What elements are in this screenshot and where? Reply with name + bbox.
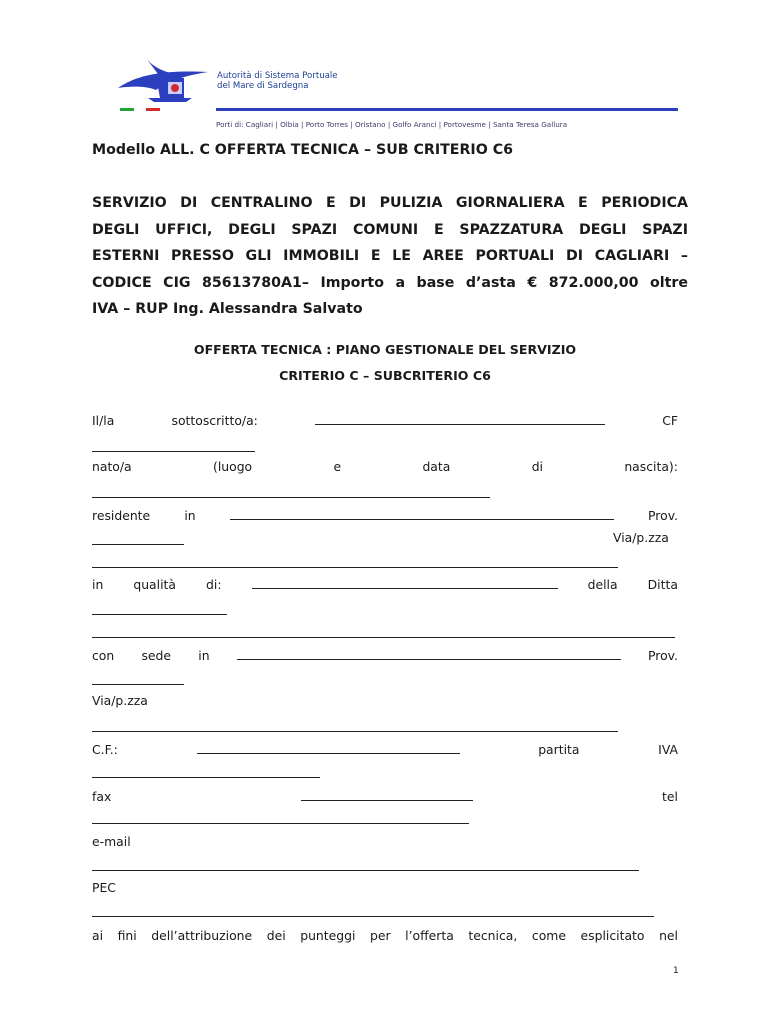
- residence-prov-field[interactable]: [92, 544, 184, 545]
- cf-field[interactable]: [92, 451, 255, 452]
- name-field[interactable]: [315, 412, 605, 425]
- label-cf: CF: [662, 413, 678, 428]
- fax-field[interactable]: [301, 788, 473, 801]
- company-field-long[interactable]: [92, 637, 675, 638]
- document-title: Modello ALL. C OFFERTA TECNICA – SUB CRITERIO C6: [92, 142, 513, 158]
- label-email: e-mail: [92, 834, 131, 849]
- residence-row: [92, 507, 678, 525]
- label-con: con: [92, 648, 115, 663]
- label-prov: Prov.: [648, 648, 678, 663]
- label-residente: residente: [92, 508, 151, 523]
- company-cf-field[interactable]: [197, 741, 460, 754]
- birth-place-date-field[interactable]: [92, 497, 490, 498]
- label-data: data: [422, 459, 451, 474]
- undersigned-row: [92, 412, 678, 430]
- label-in: in: [92, 577, 104, 592]
- section-heading: OFFERTA TECNICA : PIANO GESTIONALE DEL SERVIZIO: [193, 342, 577, 357]
- fax-row: [92, 788, 678, 806]
- label-il-la: Il/la: [92, 413, 115, 428]
- authority-logo: [112, 52, 216, 118]
- closing-paragraph-line: ai fini dell’attribuzione dei punteggi per l’offerta tecnica, come esplicitato nel: [92, 928, 678, 943]
- label-nato: nato/a: [92, 459, 132, 474]
- label-tel: tel: [662, 789, 678, 804]
- company-field-short[interactable]: [92, 614, 227, 615]
- page-number: 1: [673, 966, 679, 976]
- label-sede: sede: [141, 648, 172, 663]
- subject-line: ESTERNI PRESSO GLI IMMOBILI E LE AREE PORTUALI DI CAGLIARI –: [92, 248, 688, 264]
- vat-number-field[interactable]: [92, 777, 320, 778]
- label-pec: PEC: [92, 880, 116, 895]
- org-name-line1: Autorità di Sistema Portuale: [217, 71, 338, 81]
- label-della: della: [587, 577, 618, 592]
- phone-field[interactable]: [92, 823, 469, 824]
- label-via-pzza: Via/p.zza: [613, 530, 669, 545]
- subject-line: SERVIZIO DI CENTRALINO E DI PULIZIA GIORNALIERA E PERIODICA: [92, 195, 688, 211]
- label-di: di: [531, 459, 543, 474]
- label-di: di:: [206, 577, 222, 592]
- label-cf: C.F.:: [92, 742, 118, 757]
- headquarters-prov-field[interactable]: [92, 684, 184, 685]
- label-partita: partita: [538, 742, 580, 757]
- label-luogo: (luogo: [212, 459, 253, 474]
- headquarters-city-field[interactable]: [237, 647, 621, 660]
- label-qualita: qualità: [133, 577, 176, 592]
- tax-code-row: [92, 741, 678, 759]
- ports-list: Porti di: Cagliari | Olbia | Porto Torres | Oristano | Golfo Aranci | Portovesme | Santa Teresa Gallura: [216, 120, 568, 129]
- label-nascita: nascita):: [624, 459, 678, 474]
- subject-line: CODICE CIG 85613780A1– Importo a base d’asta € 872.000,00 oltre: [92, 274, 688, 291]
- label-ditta: Ditta: [647, 577, 678, 592]
- subject-line: DEGLI UFFICI, DEGLI SPAZI COMUNI E SPAZZATURA DEGLI SPAZI: [92, 221, 688, 238]
- subject-line: IVA – RUP Ing. Alessandra Salvato: [92, 301, 363, 317]
- birth-row: [92, 459, 678, 477]
- label-prov: Prov.: [648, 508, 678, 523]
- section-subheading: CRITERIO C – SUBCRITERIO C6: [279, 368, 491, 383]
- label-e: e: [333, 459, 342, 474]
- label-via-pzza: Via/p.zza: [92, 693, 148, 708]
- header-divider: [216, 108, 678, 111]
- label-iva: IVA: [658, 742, 678, 757]
- role-row: [92, 576, 678, 594]
- label-in: in: [198, 648, 210, 663]
- headquarters-street-field[interactable]: [92, 731, 618, 732]
- organization-name: [217, 71, 338, 92]
- label-sottoscritto: sottoscritto/a:: [171, 413, 258, 428]
- label-fax: fax: [92, 789, 112, 804]
- role-field[interactable]: [252, 576, 558, 589]
- tender-subject: [92, 190, 688, 323]
- label-in: in: [184, 508, 196, 523]
- org-name-line2: del Mare di Sardegna: [217, 81, 309, 92]
- headquarters-row: [92, 647, 678, 665]
- email-field[interactable]: [92, 870, 639, 871]
- pec-field[interactable]: [92, 916, 654, 917]
- residence-city-field[interactable]: [230, 507, 614, 520]
- residence-street-field[interactable]: [92, 567, 618, 568]
